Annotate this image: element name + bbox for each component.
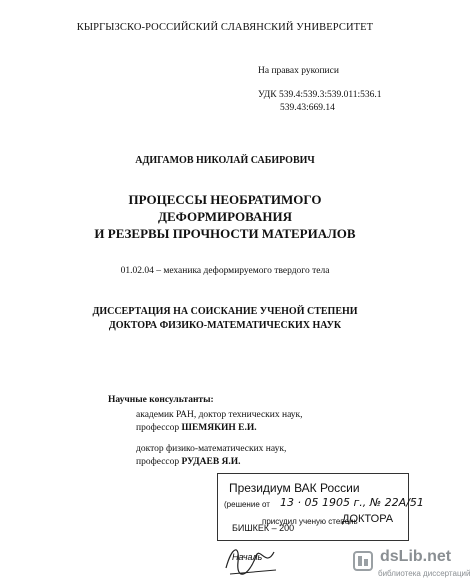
stamp-decision-label: (решение от [224,500,270,509]
udk-code-line-1: УДК 539.4:539.3:539.011:536.1 [258,90,382,100]
consultants-heading: Научные консультанты: [108,395,214,405]
stamp-title: Президиум ВАК России [229,481,360,495]
stamp-head-label: Началь [232,552,263,562]
consultant-1-name: ШЕМЯКИН Е.И. [181,423,257,433]
degree-statement [0,305,450,333]
stamp-award-text: присудил ученую степень [262,517,358,526]
manuscript-rights-note: На правах рукописи [258,66,339,76]
author-name: АДИГАМОВ НИКОЛАЙ САБИРОВИЧ [135,155,315,166]
watermark-tagline: библиотека диссертаций [378,569,470,578]
consultant-1-name-line [136,423,257,433]
signature-icon [222,538,282,582]
title-line: ДЕФОРМИРОВАНИЯ [158,209,292,224]
university-name: КЫРГЫЗСКО-РОССИЙСКИЙ СЛАВЯНСКИЙ УНИВЕРСИТЕТ [76,22,374,33]
consultant-2-name-line [136,457,241,467]
consultant-1-title: академик РАН, доктор технических наук, [136,410,303,420]
specialty-code: 01.02.04 – механика деформируемого твердого тела [120,266,330,276]
title-line: И РЕЗЕРВЫ ПРОЧНОСТИ МАТЕРИАЛОВ [94,226,356,241]
degree-line: ДИССЕРТАЦИЯ НА СОИСКАНИЕ УЧЕНОЙ СТЕПЕНИ [92,306,358,317]
consultant-1-rank: профессор [136,423,182,433]
title-line: ПРОЦЕССЫ НЕОБРАТИМОГО [128,192,322,207]
watermark-brand: dsLib.net [380,548,452,565]
dslib-logo-icon [352,550,374,572]
consultant-2-rank: профессор [136,457,182,467]
stamp-degree: ДОКТОРА [342,513,394,525]
udk-code-line-2: 539.43:669.14 [280,103,335,113]
consultant-2-title: доктор физико-математических наук, [136,444,287,454]
degree-line: ДОКТОРА ФИЗИКО-МАТЕМАТИЧЕСКИХ НАУК [108,320,342,331]
city-year: БИШКЕК – 200 [232,523,295,533]
dslib-watermark [338,548,470,582]
dissertation-title [0,191,450,242]
stamp-handwritten-date: 13 · 05 1905 г., № 22А/51 [280,496,424,509]
consultant-2-name: РУДАЕВ Я.И. [181,457,241,467]
